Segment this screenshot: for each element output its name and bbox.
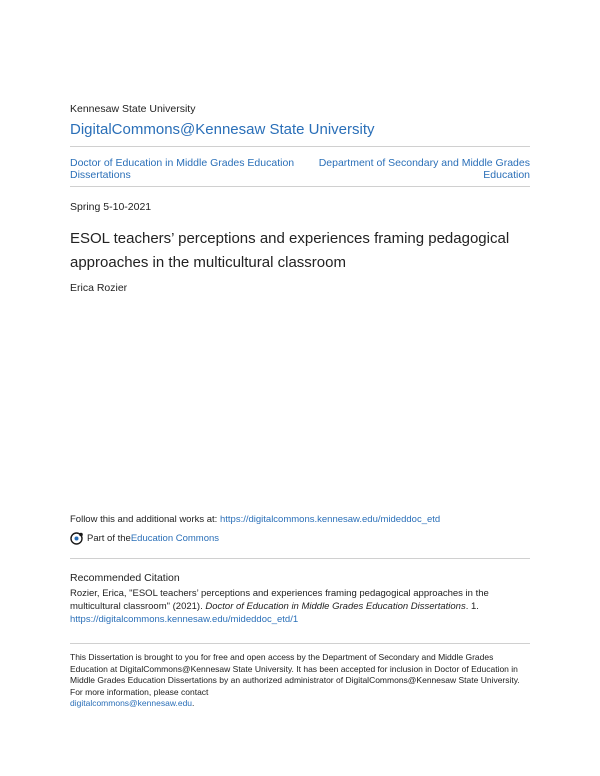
document-title: ESOL teachers’ perceptions and experiences framing pedagogical approaches in the multicultural classroom [70, 230, 510, 271]
citation-number: . 1. [465, 601, 479, 612]
publication-date: Spring 5-10-2021 [70, 201, 152, 213]
follow-prefix: Follow this and additional works at: [70, 514, 220, 525]
part-of-line [70, 532, 219, 545]
citation-divider [70, 558, 530, 559]
part-of-prefix: Part of the [87, 533, 131, 544]
institution-name: Kennesaw State University [70, 103, 196, 115]
notice-end: . [192, 698, 195, 708]
citation-heading: Recommended Citation [70, 572, 180, 584]
commons-network-icon [70, 532, 83, 545]
education-commons-link[interactable]: Education Commons [130, 533, 220, 544]
contact-email-link[interactable]: digitalcommons@kennesaw.edu [70, 698, 193, 708]
collection-link-department[interactable]: Department of Secondary and Middle Grades Education [318, 157, 530, 181]
follow-url-link[interactable]: https://digitalcommons.kennesaw.edu/mideddoc_etd [219, 514, 441, 525]
access-notice [70, 652, 530, 710]
author-name: Erica Rozier [70, 282, 128, 294]
repository-link[interactable]: DigitalCommons@Kennesaw State University [70, 121, 375, 138]
citation-text: Rozier, Erica, "ESOL teachers’ perceptions and experiences framing pedagogical approaches in the multicultural classroom" (2021). [70, 588, 489, 612]
header-divider [70, 146, 530, 147]
follow-line [70, 514, 440, 525]
notice-divider [70, 643, 530, 644]
collection-link-dissertations[interactable]: Doctor of Education in Middle Grades Education Dissertations [70, 157, 295, 181]
citation-block [70, 587, 530, 626]
citation-url-link[interactable]: https://digitalcommons.kennesaw.edu/mideddoc_etd/1 [70, 614, 299, 625]
notice-text: This Dissertation is brought to you for free and open access by the Department of Secondary and Middle Grades Education at DigitalCommons@Kennesaw State University. It has been accepted for inclusion in Doctor of Education in Middle Grades Education Dissertations by an authorized administrator of DigitalCommons@Kennesaw State University. For more information, please contact [70, 652, 520, 697]
collection-divider [70, 186, 530, 187]
citation-series: Doctor of Education in Middle Grades Education Dissertations [205, 601, 466, 612]
